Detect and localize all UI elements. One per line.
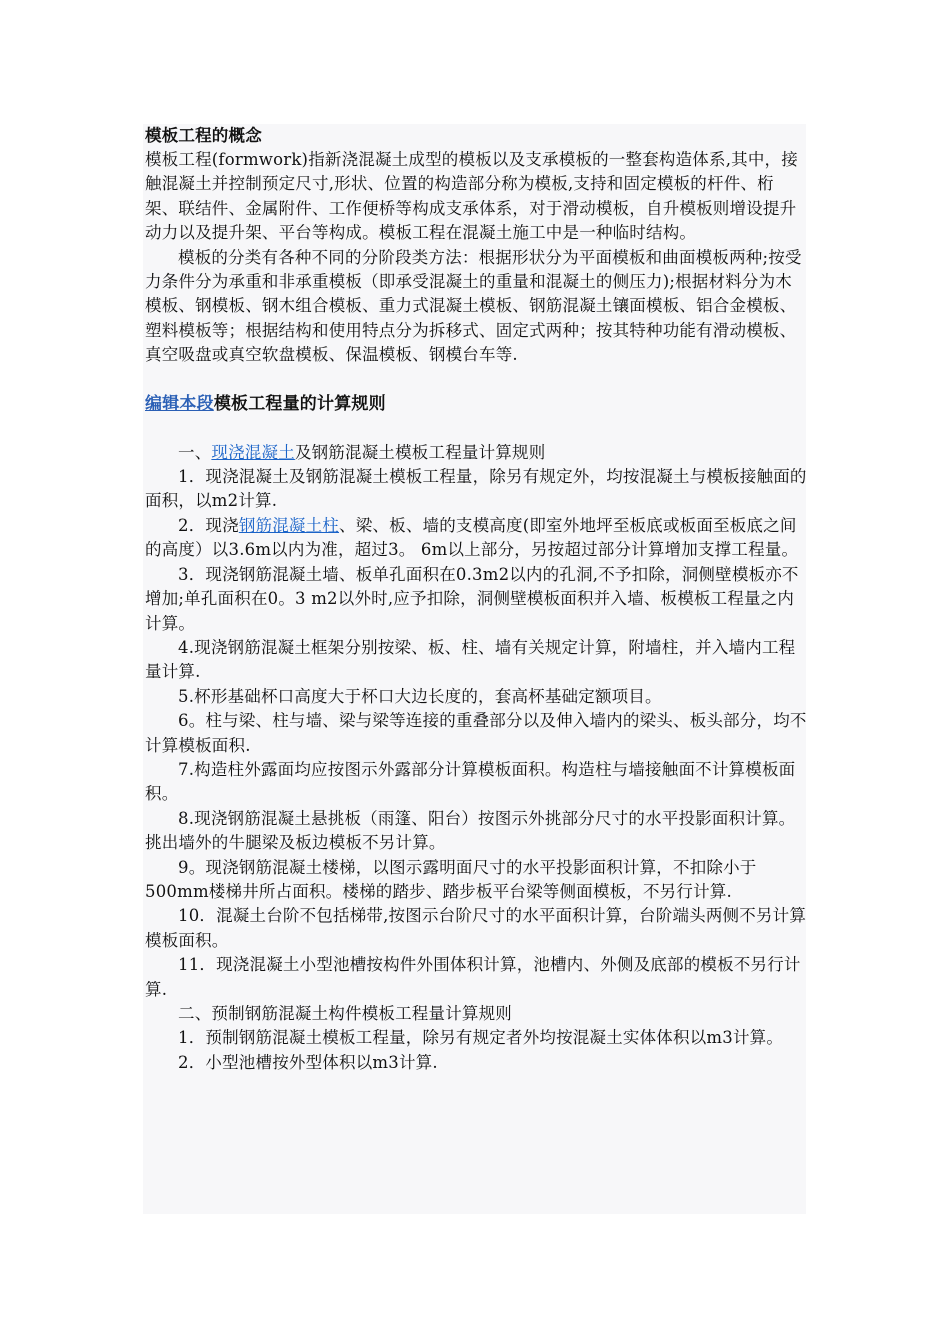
rule-10: 10．混凝土台阶不包括梯带,按图示台阶尺寸的水平面积计算，台阶端头两侧不另计算模板面积。: [145, 906, 807, 950]
document-body: [145, 124, 807, 1075]
rule-2-prefix: 2．现浇: [178, 515, 239, 535]
rule-1: 1．现浇混凝土及钢筋混凝土模板工程量，除另有规定外，均按混凝土与模板接触面的面积，以m2计算.: [145, 467, 807, 511]
part2-rule-1: 1．预制钢筋混凝土模板工程量，除另有规定者外均按混凝土实体体积以m3计算。: [178, 1028, 784, 1048]
rule-7: 7.构造柱外露面均应按图示外露部分计算模板面积。构造柱与墙接触面不计算模板面积。: [145, 759, 796, 804]
cast-in-place-concrete-link[interactable]: 现浇混凝土: [211, 442, 295, 462]
part2-heading: 二、预制钢筋混凝土构件模板工程量计算规则: [178, 1004, 512, 1023]
edit-section-link[interactable]: 编辑本段: [145, 393, 214, 414]
rule-4: 4.现浇钢筋混凝土框架分别按梁、板、柱、墙有关规定计算，附墙柱，并入墙内工程量计算.: [145, 637, 796, 682]
page-title: 模板工程的概念: [145, 126, 262, 145]
part1-prefix: 一、: [178, 442, 212, 462]
section-heading: [145, 392, 807, 416]
rule-2-suffix: 、梁、板、墙的支模高度(即室外地坪至板底或板面至板底之间的高度）以3.6m以内为准，超过3。 6m以上部分，另按超过部分计算增加支撑工程量。: [145, 515, 799, 560]
part1-heading: [145, 441, 807, 465]
rule-9: 9。现浇钢筋混凝土楼梯，以图示露明面尺寸的水平投影面积计算，不扣除小于500mm楼梯井所占面积。楼梯的踏步、踏步板平台梁等侧面模板，不另行计算.: [145, 857, 757, 901]
rule-8: 8.现浇钢筋混凝土悬挑板（雨篷、阳台）按图示外挑部分尺寸的水平投影面积计算。挑出墙外的牛腿梁及板边模板不另计算。: [145, 808, 796, 853]
part2-rule-2: 2．小型池槽按外型体积以m3计算.: [178, 1052, 438, 1072]
reinforced-concrete-column-link[interactable]: 钢筋混凝土柱: [238, 515, 340, 535]
intro-paragraph-2: 模板的分类有各种不同的分阶段类方法：根据形状分为平面模板和曲面模板两种;按受力条件分为承重和非承重模板（即承受混凝土的重量和混凝土的侧压力);根据材料分为木模板、钢模板、钢木组合模板、重力式混凝土模板、钢筋混凝土镶面模板、铝合金模板、塑料模板等；根据结构和使用特点分为拆移式、固定式两种；按其特种功能有滑动模板、真空吸盘或真空软盘模板、保温模板、钢模台车等.: [145, 247, 802, 365]
part1-suffix: 及钢筋混凝土模板工程量计算规则: [294, 442, 546, 462]
rule-11: 11．现浇混凝土小型池槽按构件外围体积计算，池槽内、外侧及底部的模板不另行计算.: [145, 955, 801, 999]
rule-6: 6。柱与梁、柱与墙、梁与梁等连接的重叠部分以及伸入墙内的梁头、板头部分，均不计算模板面积.: [145, 711, 807, 755]
rule-2: [145, 514, 807, 563]
intro-paragraph-1: 模板工程(formwork)指新浇混凝土成型的模板以及支承模板的一整套构造体系,其中，接触混凝土并控制预定尺寸,形状、位置的构造部分称为模板,支持和固定模板的杆件、桁架、联结件、金属附件、工作便桥等构成支承体系，对于滑动模板，自升模板则增设提升动力以及提升架、平台等构成。模板工程在混凝土施工中是一种临时结构。: [145, 150, 798, 243]
section-heading-text: 模板工程量的计算规则: [213, 393, 386, 414]
rule-3: 3．现浇钢筋混凝土墙、板单孔面积在0.3m2以内的孔洞,不予扣除，洞侧壁模板亦不增加;单孔面积在0。3 m2以外时,应予扣除，洞侧壁模板面积并入墙、板模板工程量之内计算。: [145, 564, 799, 633]
rule-5: 5.杯形基础杯口高度大于杯口大边长度的，套高杯基础定额项目。: [178, 686, 662, 706]
